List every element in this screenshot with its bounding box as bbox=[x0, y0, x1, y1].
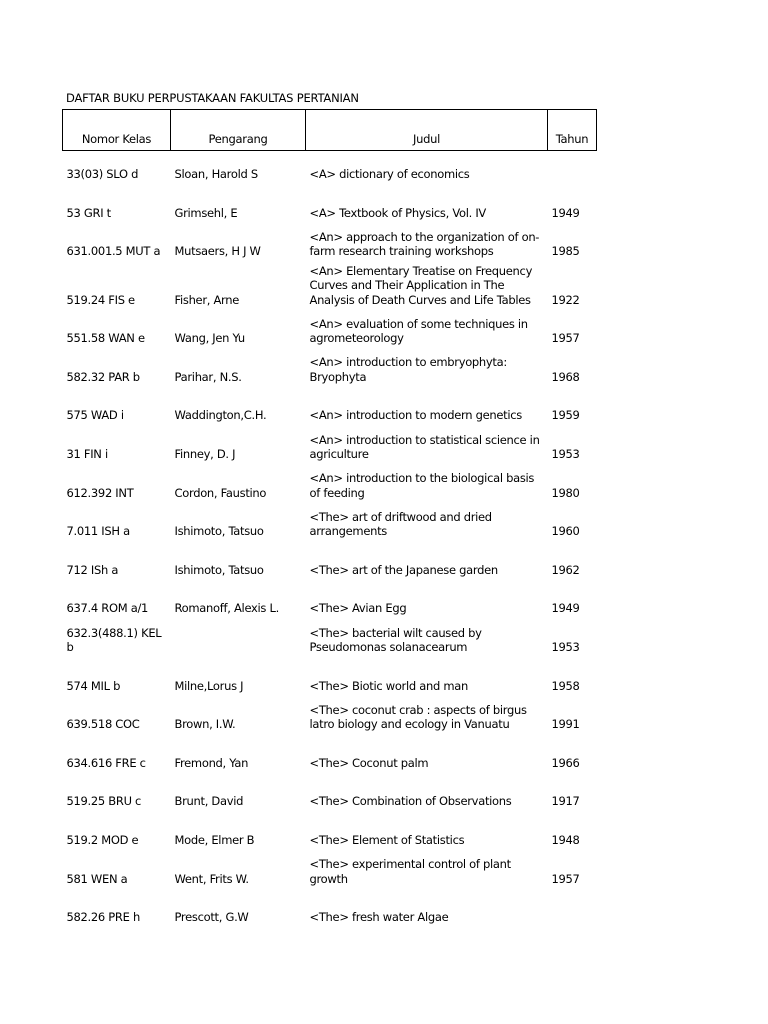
cell-nomor-kelas: 574 MIL b bbox=[66, 678, 121, 693]
cell-tahun: 1966 bbox=[551, 755, 580, 770]
cell-nomor-kelas: 33(03) SLO d bbox=[66, 167, 139, 181]
table-row bbox=[63, 814, 597, 853]
cell-judul: <The> Element of Statistics bbox=[309, 833, 465, 847]
cell-judul: <A> Textbook of Physics, Vol. IV bbox=[309, 205, 486, 220]
table-row bbox=[63, 187, 597, 226]
cell-judul: <A> dictionary of economics bbox=[309, 167, 470, 181]
cell-nomor-kelas: 612.392 INT bbox=[66, 485, 134, 500]
cell-pengarang: Brown, I.W. bbox=[174, 717, 236, 732]
table-row bbox=[63, 775, 597, 814]
cell-pengarang: Wang, Jen Yu bbox=[174, 331, 245, 346]
cell-judul: <The> coconut crab : aspects of birgus latro biology and ecology in Vanuatu bbox=[309, 702, 527, 732]
table-row bbox=[63, 351, 597, 390]
cell-tahun: 1958 bbox=[551, 678, 580, 693]
cell-pengarang bbox=[171, 621, 306, 660]
cell-tahun bbox=[548, 891, 597, 930]
cell-judul: <The> art of driftwood and dried arrangements bbox=[309, 509, 492, 539]
cell-pengarang: Milne,Lorus J bbox=[174, 678, 244, 693]
cell-tahun: 1953 bbox=[551, 447, 580, 462]
cell-nomor-kelas: 551.58 WAN e bbox=[66, 331, 145, 346]
header-nomor-kelas: Nomor Kelas bbox=[63, 110, 171, 151]
cell-judul: <An> approach to the organization of on-farm research training workshops bbox=[309, 229, 540, 259]
cell-pengarang: Cordon, Faustino bbox=[174, 485, 267, 500]
cell-tahun: 1968 bbox=[551, 369, 580, 384]
cell-tahun: 1991 bbox=[551, 717, 580, 732]
table-row bbox=[63, 428, 597, 467]
table-header-row bbox=[63, 110, 597, 151]
cell-nomor-kelas: 31 FIN i bbox=[66, 447, 108, 462]
table-row bbox=[63, 737, 597, 776]
cell-nomor-kelas: 519.25 BRU c bbox=[66, 794, 142, 809]
cell-pengarang: Waddington,C.H. bbox=[174, 408, 267, 423]
cell-tahun: 1949 bbox=[551, 205, 580, 220]
cell-tahun: 1949 bbox=[551, 601, 580, 616]
cell-pengarang: Parihar, N.S. bbox=[174, 369, 242, 384]
cell-judul: <An> introduction to modern genetics bbox=[309, 408, 522, 423]
cell-pengarang: Sloan, Harold S bbox=[174, 167, 258, 181]
table-row bbox=[63, 891, 597, 930]
table-row bbox=[63, 225, 597, 264]
cell-tahun: 1922 bbox=[551, 292, 580, 307]
cell-tahun: 1962 bbox=[551, 562, 580, 577]
cell-pengarang: Went, Frits W. bbox=[174, 871, 249, 886]
cell-judul: <The> Biotic world and man bbox=[309, 678, 468, 693]
table-row bbox=[63, 544, 597, 583]
cell-pengarang: Fisher, Arne bbox=[174, 292, 240, 307]
cell-pengarang: Finney, D. J bbox=[174, 447, 236, 462]
cell-nomor-kelas: 53 GRI t bbox=[66, 205, 111, 220]
table-row bbox=[63, 389, 597, 428]
cell-judul: <An> introduction to statistical science in agriculture bbox=[309, 432, 540, 462]
cell-pengarang: Brunt, David bbox=[174, 794, 244, 809]
cell-nomor-kelas: 631.001.5 MUT a bbox=[66, 244, 161, 259]
cell-tahun: 1948 bbox=[551, 833, 580, 847]
cell-judul: <The> Coconut palm bbox=[309, 755, 429, 770]
cell-tahun: 1917 bbox=[551, 794, 580, 809]
cell-judul: <The> experimental control of plant growth bbox=[309, 857, 511, 886]
cell-judul: <The> fresh water Algae bbox=[309, 910, 449, 925]
cell-nomor-kelas: 7.011 ISH a bbox=[66, 524, 130, 539]
table-row bbox=[63, 151, 597, 187]
cell-nomor-kelas: 582.26 PRE h bbox=[66, 910, 140, 925]
cell-pengarang: Prescott, G.W bbox=[174, 910, 249, 925]
table-row bbox=[63, 660, 597, 699]
cell-judul: <The> Avian Egg bbox=[309, 601, 407, 616]
cell-pengarang: Mode, Elmer B bbox=[174, 833, 255, 847]
table-row bbox=[63, 264, 597, 313]
cell-nomor-kelas: 519.24 FIS e bbox=[66, 292, 135, 307]
cell-judul: <An> introduction to the biological basis of feeding bbox=[309, 471, 535, 500]
cell-tahun: 1957 bbox=[551, 871, 580, 886]
cell-tahun: 1960 bbox=[551, 524, 580, 539]
table-row bbox=[63, 621, 597, 660]
table-row bbox=[63, 853, 597, 892]
cell-nomor-kelas: 575 WAD i bbox=[66, 408, 124, 423]
header-judul: Judul bbox=[306, 110, 548, 151]
cell-nomor-kelas: 581 WEN a bbox=[66, 871, 128, 886]
cell-nomor-kelas: 582.32 PAR b bbox=[66, 369, 140, 384]
cell-tahun bbox=[548, 151, 597, 187]
cell-nomor-kelas: 712 ISh a bbox=[66, 562, 119, 577]
cell-pengarang: Grimsehl, E bbox=[174, 205, 238, 220]
table-row bbox=[63, 698, 597, 737]
cell-pengarang: Ishimoto, Tatsuo bbox=[174, 562, 264, 577]
cell-judul: <An> introduction to embryophyta: Bryophyta bbox=[309, 355, 507, 384]
cell-tahun: 1980 bbox=[551, 485, 580, 500]
header-pengarang: Pengarang bbox=[171, 110, 306, 151]
cell-tahun: 1985 bbox=[551, 244, 580, 259]
page-title: DAFTAR BUKU PERPUSTAKAAN FAKULTAS PERTANIAN bbox=[66, 91, 359, 105]
cell-judul: <The> Combination of Observations bbox=[309, 794, 512, 809]
cell-judul: <The> art of the Japanese garden bbox=[309, 562, 498, 577]
cell-tahun: 1953 bbox=[551, 640, 580, 655]
table-row bbox=[63, 582, 597, 621]
cell-nomor-kelas: 634.616 FRE c bbox=[66, 755, 146, 770]
table-row bbox=[63, 467, 597, 506]
cell-pengarang: Fremond, Yan bbox=[174, 755, 249, 770]
cell-nomor-kelas: 632.3(488.1) KEL b bbox=[66, 625, 162, 655]
table-row bbox=[63, 505, 597, 544]
cell-nomor-kelas: 519.2 MOD e bbox=[66, 833, 139, 847]
cell-pengarang: Romanoff, Alexis L. bbox=[174, 601, 279, 616]
cell-nomor-kelas: 637.4 ROM a/1 bbox=[66, 601, 149, 616]
cell-judul: <An> evaluation of some techniques in agrometeorology bbox=[309, 316, 528, 346]
table-row bbox=[63, 312, 597, 351]
cell-judul: <The> bacterial wilt caused by Pseudomonas solanacearum bbox=[309, 625, 482, 655]
cell-pengarang: Mutsaers, H J W bbox=[174, 244, 261, 259]
header-tahun: Tahun bbox=[548, 110, 597, 151]
cell-judul: <An> Elementary Treatise on Frequency Curves and Their Application in The Analysis of Death Curves and Life Tables bbox=[309, 263, 533, 307]
cell-tahun: 1957 bbox=[551, 331, 580, 346]
cell-nomor-kelas: 639.518 COC bbox=[66, 717, 140, 732]
cell-pengarang: Ishimoto, Tatsuo bbox=[174, 524, 264, 539]
book-table bbox=[62, 109, 597, 930]
cell-tahun: 1959 bbox=[551, 408, 580, 423]
